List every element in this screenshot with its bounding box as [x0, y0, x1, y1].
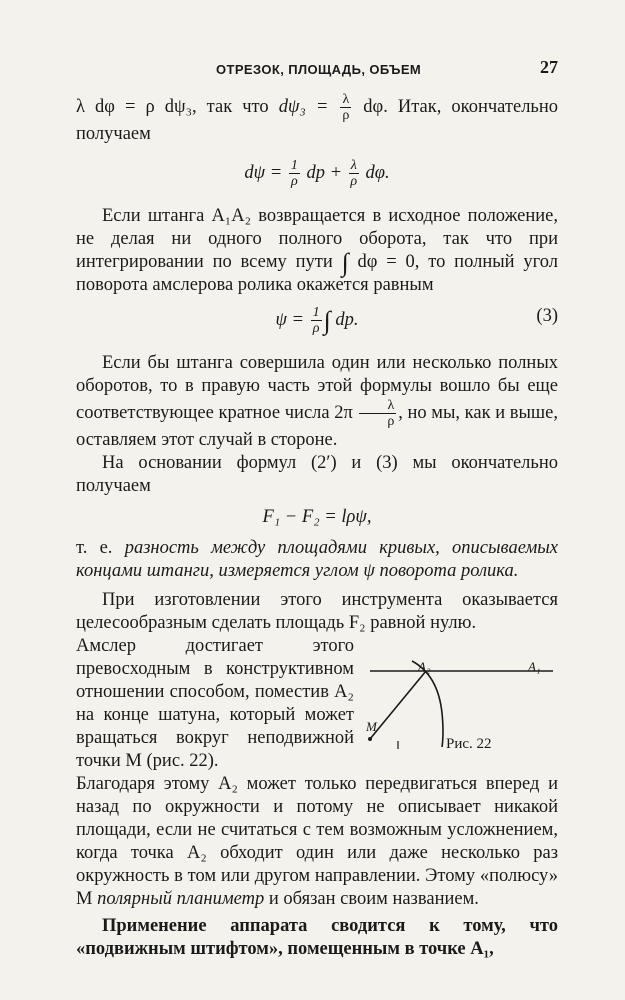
chapter-title: ОТРЕЗОК, ПЛОЩАДЬ, ОБЪЕМ: [216, 62, 422, 77]
paragraph-5: т. е. разность между площадями кривых, описываемых концами штанги, измеряется углом ψ поворота ролика.: [76, 538, 558, 581]
label-a1: A₁: [528, 659, 541, 674]
formula-dpsi: dψ = $\frac{1}{\rho}$ dp + $\frac{\lambda}{\rho}$ dφ.: [244, 158, 390, 189]
formula-3: ψ = $\frac{1}{\rho}$ ∫ dp. (3): [275, 305, 558, 336]
fraction-lambda-rho-2: $\frac{\lambda}{\rho}$: [350, 158, 358, 189]
page-number: 27: [540, 57, 558, 77]
figure-22: [358, 653, 558, 763]
label-a2: A₂: [418, 659, 431, 674]
polar-planimeter-term: полярный планиметр: [97, 889, 265, 909]
paragraph-1: [76, 92, 558, 146]
paragraph-8: Применение аппарата сводится к тому, что «подвижным штифтом», помещенным в точке A₁,: [76, 916, 558, 959]
label-m: M: [366, 719, 377, 734]
paragraph-4: На основании формул (2′) и (3) мы окончательно получаем: [76, 453, 558, 496]
paragraph-7-wrapped: Амслер достигает этого превосходным в конструктивном отношении способом, поместив A₂ на конце шатуна, который может вращаться вокруг неподвижной точки M (рис. 22).: [76, 636, 354, 771]
equation-number: (3): [536, 306, 558, 326]
running-header: [76, 56, 558, 80]
fraction-one-rho: $\frac{1}{\rho}$: [290, 158, 298, 189]
paragraph-1-lead: λ dφ = ρ dψ₃, так что: [76, 96, 279, 117]
figure-block: [76, 635, 558, 773]
paragraph-2: Если штанга A₁A₂ возвращается в исходное положение, не делая ни одного полного оборота, так что при интегрировании по всему пути ∫ dφ = 0, то полный угол поворота амслерова ролика окажется равным: [76, 206, 558, 295]
paragraph-7-rest: Благодаря этому A₂ может только передвигаться вперед и назад по окружности и потому не описывает никакой площади, если не считаться с тем возможным усложнением, когда точка A₂ обходит один или даже несколько раз окружность в том или другом направлении. Этому «полюсу» M полярный планиметр и обязан своим названием.: [76, 774, 558, 909]
dpsi3-symbol: dψ₃ =: [278, 96, 329, 117]
book-page: [76, 56, 558, 961]
fraction-one-rho-3: $\frac{1}{\rho}$: [312, 305, 320, 336]
fraction-lambda-rho: $\frac{\lambda}{\rho}$: [342, 92, 350, 123]
paragraph-6: При изготовлении этого инструмента оказывается целесообразным сделать площадь F₂ равной нулю.: [76, 590, 558, 633]
key-statement: разность между площадями кривых, описываемых концами штанги, измеряется углом ψ поворота ролика.: [76, 538, 558, 581]
integral-sign: ∫: [341, 248, 349, 277]
figure-caption: Рис. 22: [446, 736, 492, 752]
paragraph-1-tail: dφ. Итак, окончательно получаем: [76, 96, 559, 144]
integral-sign-2: ∫: [323, 305, 331, 335]
fraction-lambda-rho-4: $\frac{\lambda}{\rho}$: [359, 398, 396, 429]
formula-area-difference: F₁ − F₂ = lρψ,: [262, 507, 372, 527]
paragraph-3: Если бы штанга совершила один или несколько полных оборотов, то в правую часть этой формулы вошло бы еще соответствующее кратное числа 2π $\frac{\lambda}{\rho}$ , но мы, как и выше, оставляем этот случай в стороне.: [76, 353, 558, 450]
